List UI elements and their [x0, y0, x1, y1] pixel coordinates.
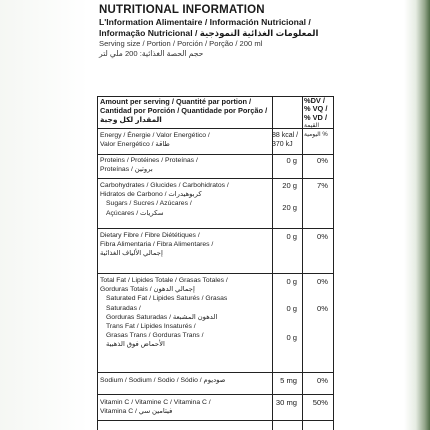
- sugars-label-2: Açúcares / سكريات: [106, 209, 164, 217]
- fibre-dv: 0%: [317, 232, 328, 241]
- trans-label-2: Grasas Trans / Gorduras Trans /: [106, 332, 204, 340]
- amount-per-serving-header: [100, 98, 300, 125]
- sodium-dv: 0%: [317, 376, 328, 385]
- sodium-row: [100, 376, 278, 385]
- vitamin-c-qty: 30 mg: [275, 398, 297, 407]
- energy-label-1: Energy / Énergie / Valor Energético /: [100, 132, 210, 139]
- row-divider: [97, 128, 334, 129]
- protein-dv: 0%: [317, 156, 328, 165]
- row-divider: [97, 154, 334, 155]
- dv-header-line-3: % VD /: [304, 112, 327, 122]
- trans-label-3: الأحماض فوق الذهبية: [106, 341, 165, 349]
- carbs-dv: 7%: [317, 181, 328, 190]
- row-divider: [97, 273, 334, 274]
- serving-size-arabic: حجم الحصة الغذائية: 200 ملي لتر: [99, 48, 204, 58]
- serving-size: Serving size / Portion / Porción / Porção / 200 ml: [99, 38, 263, 48]
- vitamin-c-dv: 50%: [312, 398, 328, 407]
- energy-kj: 370 kJ: [272, 141, 293, 148]
- row-divider: [97, 228, 334, 229]
- dv-header-line-4: القيمة اليومية %: [304, 123, 328, 138]
- fat-label-1: Total Fat / Lipides Totale / Grasas Totales /: [100, 277, 228, 284]
- fat-row: [100, 276, 278, 350]
- row-divider: [97, 394, 334, 395]
- row-divider: [97, 420, 334, 421]
- dv-header-line-2: % VQ /: [304, 104, 328, 114]
- amount-header-line-3: المقدار لكل وجبة: [100, 114, 162, 124]
- saturated-label-3: Gorduras Saturadas / الدهون المشبعة: [106, 313, 218, 321]
- carbohydrates-row: [100, 181, 278, 218]
- protein-label-1: Proteins / Protéines / Proteínas /: [100, 157, 198, 164]
- carbs-label-2: Hidratos de Carbono / كربوهيدرات: [100, 191, 202, 199]
- saturated-label-2: Saturadas /: [106, 304, 141, 312]
- vitamin-c-label-1: Vitamin C / Vitamine C / Vitamina C /: [100, 399, 211, 406]
- fibre-qty: 0 g: [286, 232, 297, 241]
- subtitle-line-1: L'Information Alimentaire / Información Nutricional /: [99, 17, 311, 27]
- energy-kcal: 88 kcal /: [272, 132, 299, 139]
- amount-header-line-1: Amount per serving / Quantité par portion /: [100, 97, 252, 106]
- bottle-edge-right: [404, 0, 430, 430]
- saturated-qty: 0 g: [286, 304, 297, 313]
- sugars-qty: 20 g: [282, 203, 297, 212]
- vitamin-c-row: [100, 398, 278, 416]
- fat-qty: 0 g: [286, 277, 297, 286]
- saturated-dv: 0%: [317, 304, 328, 313]
- energy-label-2: Valor Energético / طاقة: [100, 141, 170, 149]
- sodium-qty: 5 mg: [280, 376, 297, 385]
- dv-header-line-1: %DV /: [304, 96, 325, 105]
- column-divider-dv: [302, 96, 303, 430]
- sugars-label-1: Sugars / Sucres / Azúcares /: [106, 200, 192, 208]
- fibre-label-2: Fibra Alimentaria / Fibra Alimentares /: [100, 241, 214, 249]
- row-divider: [97, 178, 334, 179]
- vitamin-c-label-2: Vitamina C / فيتامين سي: [100, 408, 173, 416]
- fat-label-2: Gorduras Totais / إجمالي الدهون: [100, 286, 195, 294]
- subtitle-line-2: Informação Nutricional / المعلومات الغذائية النموذجية: [99, 27, 319, 38]
- amount-header-line-2: Cantidad por Porción / Quantidade por Porção /: [100, 105, 268, 115]
- protein-label-2: Proteínas / بروتين: [100, 166, 153, 174]
- carbs-label-1: Carbohydrates / Glucides / Carbohidratos /: [100, 182, 229, 189]
- row-divider: [97, 372, 334, 373]
- trans-qty: 0 g: [286, 333, 297, 342]
- label-title: NUTRITIONAL INFORMATION: [99, 4, 265, 16]
- fibre-label-3: إجمالي الألياف الغذائية: [100, 250, 163, 258]
- fat-dv: 0%: [317, 277, 328, 286]
- protein-row: [100, 156, 278, 174]
- bottle-edge-left: [0, 0, 88, 430]
- label-header: [99, 4, 414, 59]
- carbs-qty: 20 g: [282, 181, 297, 190]
- fibre-label-1: Dietary Fibre / Fibre Diététiques /: [100, 232, 200, 239]
- daily-value-header: [304, 97, 334, 139]
- fibre-row: [100, 231, 278, 259]
- protein-qty: 0 g: [286, 156, 297, 165]
- sodium-label: Sodium / Sodium / Sodio / Sódio / صوديوم: [100, 377, 226, 384]
- saturated-label-1: Saturated Fat / Lipides Saturés / Grasas: [106, 295, 228, 303]
- energy-row: [100, 131, 278, 149]
- trans-label-1: Trans Fat / Lipides Insaturés /: [106, 323, 196, 331]
